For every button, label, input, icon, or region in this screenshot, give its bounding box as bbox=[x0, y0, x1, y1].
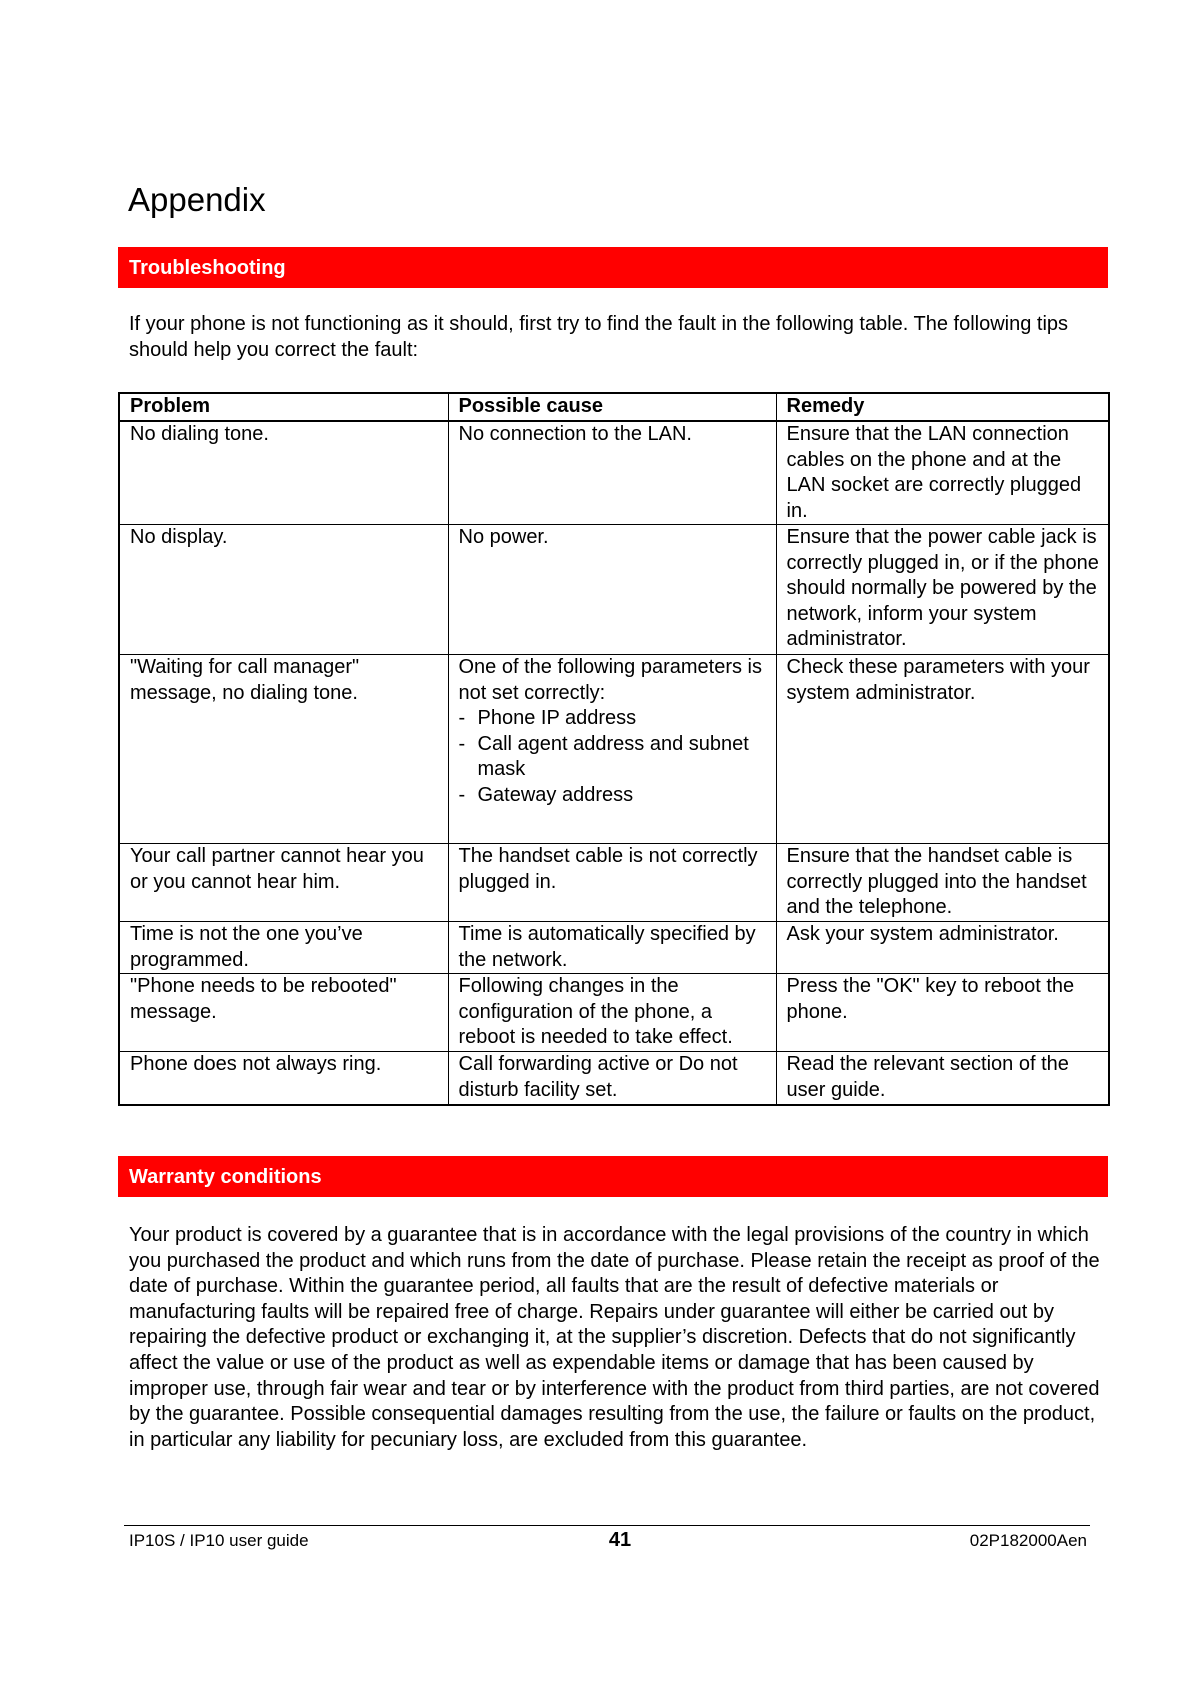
column-header-remedy: Remedy bbox=[776, 393, 1109, 421]
cause-list-item: - Gateway address bbox=[459, 783, 768, 809]
problem-cell: Your call partner cannot hear you or you cannot hear him. bbox=[119, 844, 448, 922]
problem-cell: "Waiting for call manager" message, no dialing tone. bbox=[119, 655, 448, 844]
cause-list-item: - Phone IP address bbox=[459, 706, 768, 732]
cause-list-item: - Call agent address and subnet mask bbox=[459, 732, 768, 783]
problem-cell: No display. bbox=[119, 525, 448, 655]
footer-divider bbox=[124, 1525, 1090, 1526]
troubleshooting-section-header bbox=[118, 247, 1108, 288]
footer-document-title: IP10S / IP10 user guide bbox=[129, 1531, 309, 1550]
warranty-heading: Warranty conditions bbox=[129, 1166, 322, 1188]
table-row bbox=[119, 844, 1109, 922]
remedy-cell: Check these parameters with your system administrator. bbox=[776, 655, 1109, 844]
column-header-cause: Possible cause bbox=[448, 393, 776, 421]
page-number: 41 bbox=[608, 1529, 632, 1551]
page-title: Appendix bbox=[128, 181, 266, 219]
table-header-row bbox=[119, 393, 1109, 421]
troubleshooting-table bbox=[118, 392, 1110, 1106]
table-row bbox=[119, 922, 1109, 974]
cause-cell: No connection to the LAN. bbox=[448, 421, 776, 525]
troubleshooting-intro: If your phone is not functioning as it should, first try to find the fault in the following table. The following tips should help you correct the fault: bbox=[129, 313, 1069, 361]
table-row bbox=[119, 974, 1109, 1052]
remedy-cell: Ensure that the power cable jack is correctly plugged in, or if the phone should normally be powered by the network, inform your system administrator. bbox=[776, 525, 1109, 655]
remedy-cell: Read the relevant section of the user guide. bbox=[776, 1052, 1109, 1105]
table-row bbox=[119, 1052, 1109, 1105]
footer-document-code: 02P182000Aen bbox=[969, 1531, 1087, 1550]
problem-cell: "Phone needs to be rebooted" message. bbox=[119, 974, 448, 1052]
cause-list bbox=[459, 706, 768, 808]
problem-cell: Time is not the one you’ve programmed. bbox=[119, 922, 448, 974]
problem-cell: No dialing tone. bbox=[119, 421, 448, 525]
remedy-cell: Press the "OK" key to reboot the phone. bbox=[776, 974, 1109, 1052]
cause-cell: No power. bbox=[448, 525, 776, 655]
remedy-cell: Ask your system administrator. bbox=[776, 922, 1109, 974]
cause-cell: Following changes in the configuration of the phone, a reboot is needed to take effect. bbox=[448, 974, 776, 1052]
cause-text: One of the following parameters is not set correctly: bbox=[458, 656, 762, 704]
cause-cell bbox=[448, 655, 776, 844]
column-header-problem: Problem bbox=[119, 393, 448, 421]
remedy-cell: Ensure that the LAN connection cables on the phone and at the LAN socket are correctly plugged in. bbox=[776, 421, 1109, 525]
cause-cell: Call forwarding active or Do not disturb facility set. bbox=[448, 1052, 776, 1105]
table-row bbox=[119, 421, 1109, 525]
problem-cell: Phone does not always ring. bbox=[119, 1052, 448, 1105]
cause-cell: The handset cable is not correctly plugged in. bbox=[448, 844, 776, 922]
table-row bbox=[119, 655, 1109, 844]
table-row bbox=[119, 525, 1109, 655]
cause-cell: Time is automatically specified by the network. bbox=[448, 922, 776, 974]
warranty-body: Your product is covered by a guarantee that is in accordance with the legal provisions of the country in which you purchased the product and which runs from the date of purchase. Please retain the receipt as proof of the date of purchase. Within the guarantee period, all faults that are the result of defective materials or manufacturing faults will be repaired free of charge. Repairs under guarantee will either be carried out by repairing the defective product or exchanging it, at the supplier’s discretion. Defects that do not significantly affect the value or use of the product as well as expendable items or damage that has been caused by improper use, through fair wear and tear or by interference with the product from third parties, are not covered by the guarantee. Possible consequential damages resulting from the use, the failure or faults on the product, in particular any liability for pecuniary loss, are excluded from this guarantee. bbox=[129, 1224, 1100, 1451]
remedy-cell: Ensure that the handset cable is correctly plugged into the handset and the telephone. bbox=[776, 844, 1109, 922]
warranty-section-header bbox=[118, 1156, 1108, 1197]
troubleshooting-heading: Troubleshooting bbox=[129, 257, 286, 279]
